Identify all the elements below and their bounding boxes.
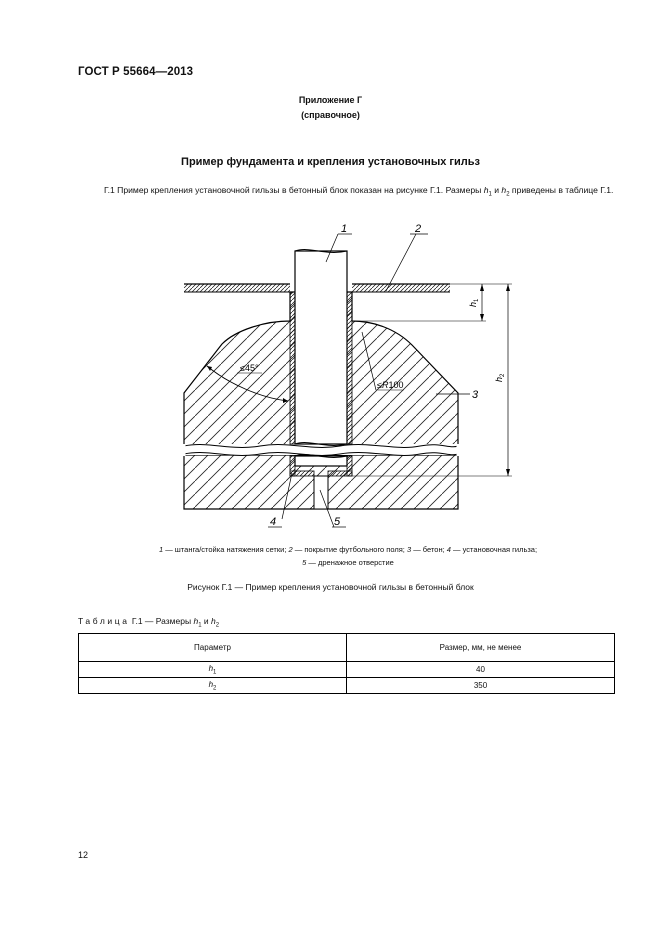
table-header-row <box>79 634 615 662</box>
h2-dimension-label: $h_2$ <box>494 373 506 382</box>
callout-3: 3 <box>472 389 479 401</box>
callout-1: 1 <box>341 223 348 235</box>
document-code: ГОСТ Р 55664—2013 <box>78 66 194 78</box>
h1-dimension-label: $h_1$ <box>468 298 480 307</box>
figure-legend-line-1: 1 — штанга/стойка натяжения сетки; 2 — покрытие футбольного поля; 3 — бетон; 4 — установочная гильза; <box>158 545 538 554</box>
value-cell: 350 <box>347 678 615 694</box>
param-cell: $h_2$ <box>79 678 347 694</box>
callout-5: 5 <box>334 516 341 528</box>
pole <box>295 250 347 466</box>
value-cell: 40 <box>347 662 615 678</box>
table-row <box>79 662 615 678</box>
table-row <box>79 678 615 694</box>
header-parameter: Параметр <box>79 634 347 662</box>
appendix-subtitle: (справочное) <box>301 110 360 120</box>
page-number: 12 <box>78 850 89 860</box>
table-caption: Таблица Г.1 — Размеры $h_1$ и $h_2$ <box>78 616 220 629</box>
callout-4: 4 <box>270 516 277 528</box>
callout-2: 2 <box>415 223 422 235</box>
appendix-title: Приложение Г <box>298 95 363 105</box>
angle-label: ≤45° <box>240 363 259 373</box>
header-size: Размер, мм, не менее <box>347 634 615 662</box>
figure-legend-line-2: 5 — дренажное отверстие <box>302 558 394 567</box>
figure-caption: Рисунок Г.1 — Пример крепления установочной гильзы в бетонный блок <box>187 582 474 592</box>
dimensions-table <box>78 633 615 694</box>
intro-paragraph: Г.1 Пример крепления установочной гильзы в бетонный блок показан на рисунке Г.1. Размеры $h_1$ и $h_2$ приведены в таблице Г.1. <box>104 185 614 198</box>
radius-label: ≤R100 <box>377 380 404 390</box>
param-cell: $h_1$ <box>79 662 347 678</box>
section-title: Пример фундамента и крепления установочных гильз <box>181 156 480 168</box>
